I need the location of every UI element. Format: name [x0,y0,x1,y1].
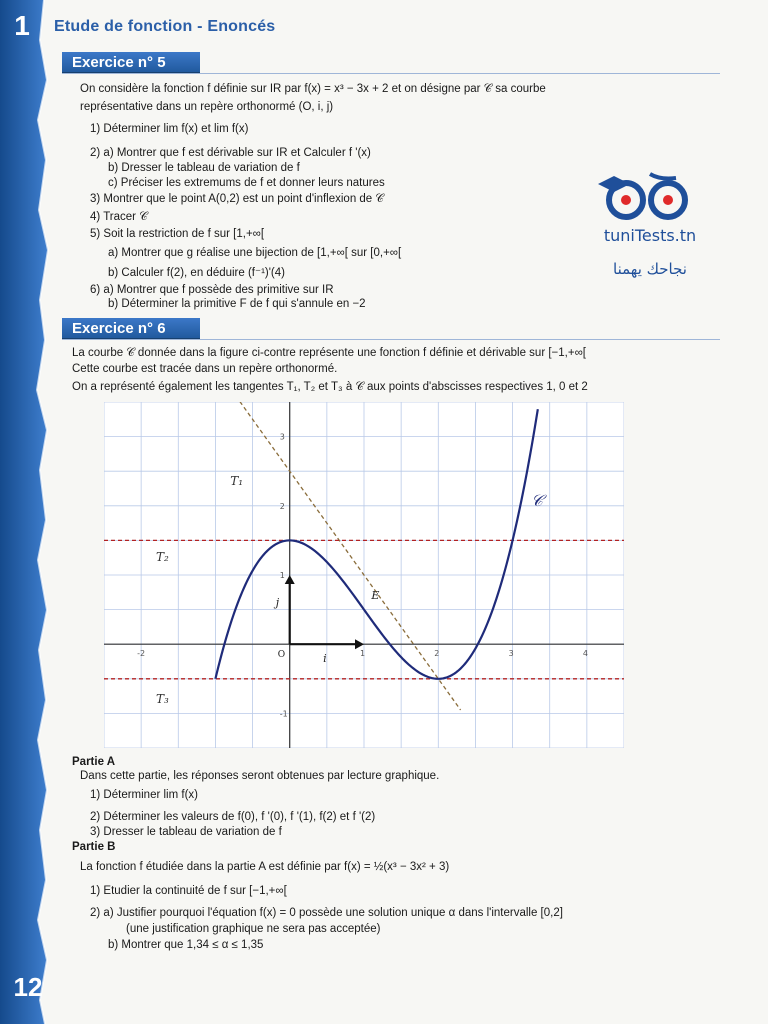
part-a-line-4: 3) Dresser le tableau de variation de f [90,826,282,838]
ex6-intro-1: La courbe 𝒞 donnée dans la figure ci-contre représente une fonction f définie et dérivable sur [−1,+∞[ [72,347,586,359]
part-b-title: Partie B [72,841,116,853]
ex5-line-13: b) Déterminer la primitive F de f qui s'annule en −2 [108,298,366,310]
j-label: j [275,596,280,610]
ex6-intro-2: Cette courbe est tracée dans un repère orthonormé. [72,363,338,375]
part-b-line-2: 1) Etudier la continuité de f sur [−1,+∞[ [90,885,287,897]
x-tick-label: 3 [508,649,514,659]
function-graph [104,402,624,748]
chapter-number: 1 [14,10,30,41]
ex5-line-12: 6) a) Montrer que f possède des primitive sur IR [90,284,334,296]
ex5-line-10: a) Montrer que g réalise une bijection de [1,+∞[ sur [0,+∞[ [108,247,402,259]
curve-label: 𝒞 [531,490,543,510]
brand-tagline: نجاحك يهمنا [613,260,687,278]
tangent-label: T₃ [156,692,169,707]
y-tick-label: 2 [279,501,285,511]
ex6-intro-3: On a représenté également les tangentes T₁, T₂ et T₃ à 𝒞 aux points d'abscisses respectives 1, 0 et 2 [72,381,588,393]
x-tick-label: -2 [137,649,146,659]
part-b-line-1: La fonction f étudiée dans la partie A est définie par f(x) = ½(x³ − 3x² + 3) [80,861,450,873]
page-number: 12 [13,972,43,1002]
point-e-label: E [371,589,380,603]
exercise-5-title: Exercice n° 5 [62,52,200,74]
ex5-line-4: 2) a) Montrer que f est dérivable sur IR et Calculer f '(x) [90,147,371,159]
tangent-label: T₁ [230,474,244,489]
part-b-line-3: 2) a) Justifier pourquoi l'équation f(x) = 0 possède une solution unique α dans l'intervalle [0,2] [90,907,563,919]
i-label: i [323,652,327,666]
y-tick-label: -1 [279,709,288,719]
part-b-line-4: (une justification graphique ne sera pas acceptée) [126,923,381,935]
tunitests-logo [590,170,710,230]
page-header-title: Etude de fonction - Enoncés [54,18,276,35]
part-a-line-2: 1) Déterminer lim f(x) [90,789,198,801]
ex5-line-7: 3) Montrer que le point A(0,2) est un point d'inflexion de 𝒞 [90,193,384,205]
origin-label: O [277,650,286,661]
part-b-line-5: b) Montrer que 1,34 ≤ α ≤ 1,35 [108,939,264,951]
part-a-line-3: 2) Déterminer les valeurs de f(0), f '(0), f '(1), f(2) et f '(2) [90,811,376,823]
part-a-title: Partie A [72,756,116,768]
x-tick-label: 1 [360,649,366,659]
brand-name: tuniTests.tn [603,226,697,245]
part-a-line-1: Dans cette partie, les réponses seront obtenues par lecture graphique. [80,770,440,782]
ex5-line-2: représentative dans un repère orthonormé (O, i, j) [80,101,334,113]
ex5-line-9: 5) Soit la restriction de f sur [1,+∞[ [90,228,265,240]
ex5-line-8: 4) Tracer 𝒞 [90,211,148,223]
ex5-line-11: b) Calculer f(2), en déduire (f⁻¹)'(4) [108,267,285,279]
tangent-label: T₂ [156,550,169,565]
graduation-cap-icon [598,176,630,192]
y-tick-label: 3 [279,432,285,442]
y-tick-label: 1 [279,571,285,580]
x-tick-label: 2 [434,649,440,659]
exercise-6-title: Exercice n° 6 [62,318,200,340]
ex5-line-6: c) Préciser les extremums de f et donner leurs natures [108,177,385,189]
ex5-line-3: 1) Déterminer lim f(x) et lim f(x) [90,123,249,135]
ex5-line-5: b) Dresser le tableau de variation de f [108,162,300,174]
ex5-line-1: On considère la fonction f définie sur IR par f(x) = x³ − 3x + 2 et on désigne par 𝒞 sa courbe [80,83,546,95]
x-tick-label: 4 [582,649,588,659]
torn-edge-decoration [0,0,60,1024]
